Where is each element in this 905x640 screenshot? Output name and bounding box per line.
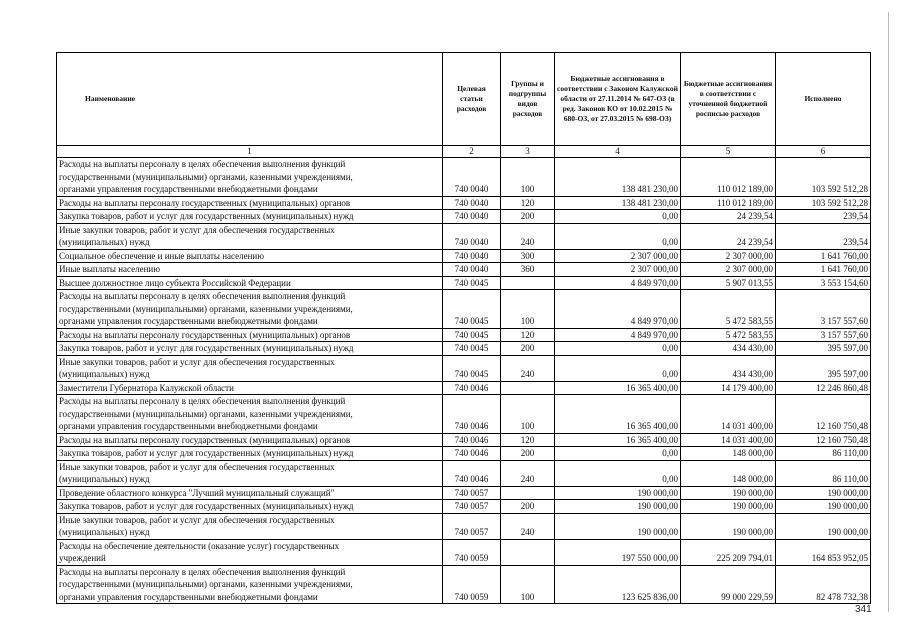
- header-assign-refined: Бюджетные ассигнования в соответствии с уточненной бюджетной росписью расходов: [681, 53, 776, 146]
- row-assign-refined: 24 239,54: [681, 210, 776, 224]
- row-target-code: 740 0040: [443, 249, 501, 263]
- row-name: Иные закупки товаров, работ и услуг для обеспечения государственных (муниципальных) нужд: [57, 460, 443, 486]
- column-number: 6: [776, 146, 871, 158]
- table-row: [57, 196, 871, 210]
- row-target-code: 740 0040: [443, 158, 501, 197]
- header-target: Целевая статьи расходов: [443, 53, 501, 146]
- table-row: [57, 486, 871, 500]
- row-executed: 3 157 557,60: [776, 328, 871, 342]
- row-target-code: 740 0045: [443, 276, 501, 290]
- row-executed: 164 853 952,05: [776, 539, 871, 565]
- table-row: [57, 500, 871, 514]
- table-row: [57, 433, 871, 447]
- row-name: Расходы на выплаты персоналу в целях обеспечения выполнения функций государственными (муниципальными) органами, казенными учреждениями, органами управления государственными внебюджетными фондами: [57, 395, 443, 434]
- page-edge-rule: [888, 12, 889, 612]
- row-assign-law: 16 365 400,00: [555, 395, 681, 434]
- table-row: [57, 290, 871, 329]
- row-executed: 12 160 750,48: [776, 433, 871, 447]
- row-group-code: 360: [501, 263, 555, 277]
- row-executed: 1 641 760,00: [776, 263, 871, 277]
- row-target-code: 740 0045: [443, 355, 501, 381]
- row-assign-law: 4 849 970,00: [555, 328, 681, 342]
- table-row: [57, 381, 871, 395]
- row-group-code: [501, 381, 555, 395]
- row-target-code: 740 0040: [443, 223, 501, 249]
- row-assign-law: 138 481 230,00: [555, 196, 681, 210]
- row-target-code: 740 0046: [443, 460, 501, 486]
- row-group-code: 240: [501, 223, 555, 249]
- row-name: Закупка товаров, работ и услуг для государственных (муниципальных) нужд: [57, 342, 443, 356]
- row-executed: 82 478 732,38: [776, 565, 871, 604]
- row-target-code: 740 0046: [443, 433, 501, 447]
- row-name: Высшее должностное лицо субъекта Российской Федерации: [57, 276, 443, 290]
- row-assign-law: 190 000,00: [555, 513, 681, 539]
- table-row: [57, 342, 871, 356]
- table-row: [57, 539, 871, 565]
- row-target-code: 740 0059: [443, 539, 501, 565]
- header-executed: Исполнено: [776, 53, 871, 146]
- row-assign-law: 16 365 400,00: [555, 381, 681, 395]
- row-group-code: 120: [501, 328, 555, 342]
- row-target-code: 740 0046: [443, 381, 501, 395]
- table-row: [57, 249, 871, 263]
- row-name: Иные закупки товаров, работ и услуг для обеспечения государственных (муниципальных) нужд: [57, 513, 443, 539]
- row-executed: 12 246 860,48: [776, 381, 871, 395]
- row-group-code: 100: [501, 158, 555, 197]
- row-group-code: [501, 539, 555, 565]
- row-target-code: 740 0046: [443, 447, 501, 461]
- row-assign-law: 4 849 970,00: [555, 290, 681, 329]
- row-name: Расходы на выплаты персоналу в целях обеспечения выполнения функций государственными (муниципальными) органами, казенными учреждениями, органами управления государственными внебюджетными фондами: [57, 290, 443, 329]
- column-number-row: [57, 146, 871, 158]
- row-group-code: 200: [501, 500, 555, 514]
- row-group-code: 200: [501, 210, 555, 224]
- row-executed: 12 160 750,48: [776, 395, 871, 434]
- row-group-code: 120: [501, 433, 555, 447]
- row-assign-law: 2 307 000,00: [555, 249, 681, 263]
- row-executed: 86 110,00: [776, 447, 871, 461]
- row-group-code: 100: [501, 395, 555, 434]
- row-name: Социальное обеспечение и иные выплаты населению: [57, 249, 443, 263]
- row-group-code: 200: [501, 342, 555, 356]
- page-number: 341: [855, 604, 872, 615]
- row-assign-refined: 190 000,00: [681, 500, 776, 514]
- budget-table: [56, 52, 871, 604]
- row-target-code: 740 0045: [443, 328, 501, 342]
- table-row: [57, 460, 871, 486]
- row-group-code: 240: [501, 355, 555, 381]
- row-assign-refined: 14 031 400,00: [681, 433, 776, 447]
- header-name: Наименование: [57, 53, 443, 146]
- row-target-code: 740 0045: [443, 290, 501, 329]
- row-assign-refined: 24 239,54: [681, 223, 776, 249]
- row-name: Иные выплаты населению: [57, 263, 443, 277]
- row-assign-law: 0,00: [555, 342, 681, 356]
- row-target-code: 740 0057: [443, 486, 501, 500]
- table-header-row: [57, 53, 871, 146]
- row-name: Иные закупки товаров, работ и услуг для обеспечения государственных (муниципальных) нужд: [57, 223, 443, 249]
- row-name: Расходы на обеспечение деятельности (оказание услуг) государственных учреждений: [57, 539, 443, 565]
- row-assign-refined: 5 472 583,55: [681, 290, 776, 329]
- table-row: [57, 355, 871, 381]
- row-assign-refined: 99 000 229,59: [681, 565, 776, 604]
- row-target-code: 740 0040: [443, 196, 501, 210]
- row-assign-refined: 225 209 794,01: [681, 539, 776, 565]
- row-assign-law: 0,00: [555, 460, 681, 486]
- row-executed: 239,54: [776, 210, 871, 224]
- row-assign-refined: 434 430,00: [681, 355, 776, 381]
- row-name: Закупка товаров, работ и услуг для государственных (муниципальных) нужд: [57, 447, 443, 461]
- row-assign-refined: 2 307 000,00: [681, 249, 776, 263]
- column-number: 3: [501, 146, 555, 158]
- row-assign-law: 0,00: [555, 210, 681, 224]
- row-group-code: 120: [501, 196, 555, 210]
- row-assign-law: 190 000,00: [555, 486, 681, 500]
- table-row: [57, 565, 871, 604]
- row-assign-law: 0,00: [555, 355, 681, 381]
- row-assign-refined: 5 472 583,55: [681, 328, 776, 342]
- row-name: Иные закупки товаров, работ и услуг для обеспечения государственных (муниципальных) нужд: [57, 355, 443, 381]
- table-row: [57, 276, 871, 290]
- row-assign-law: 0,00: [555, 223, 681, 249]
- row-assign-refined: 110 012 189,00: [681, 196, 776, 210]
- header-groups: Группы и подгруппы видов расходов: [501, 53, 555, 146]
- row-target-code: 740 0057: [443, 500, 501, 514]
- row-group-code: 240: [501, 460, 555, 486]
- table-row: [57, 513, 871, 539]
- row-assign-refined: 5 907 013,55: [681, 276, 776, 290]
- table-row: [57, 158, 871, 197]
- row-name: Закупка товаров, работ и услуг для государственных (муниципальных) нужд: [57, 500, 443, 514]
- row-name: Проведение областного конкурса "Лучший муниципальный служащий": [57, 486, 443, 500]
- row-assign-refined: 14 179 400,00: [681, 381, 776, 395]
- row-executed: 103 592 512,28: [776, 196, 871, 210]
- row-assign-refined: 190 000,00: [681, 486, 776, 500]
- row-assign-law: 197 550 000,00: [555, 539, 681, 565]
- row-executed: 190 000,00: [776, 486, 871, 500]
- table-row: [57, 223, 871, 249]
- row-assign-law: 16 365 400,00: [555, 433, 681, 447]
- row-target-code: 740 0057: [443, 513, 501, 539]
- row-assign-refined: 148 000,00: [681, 460, 776, 486]
- row-target-code: 740 0040: [443, 210, 501, 224]
- row-assign-refined: 190 000,00: [681, 513, 776, 539]
- column-number: 1: [57, 146, 443, 158]
- row-group-code: [501, 486, 555, 500]
- row-assign-law: 138 481 230,00: [555, 158, 681, 197]
- row-group-code: 100: [501, 565, 555, 604]
- row-group-code: 100: [501, 290, 555, 329]
- row-name: Расходы на выплаты персоналу государственных (муниципальных) органов: [57, 433, 443, 447]
- row-assign-law: 123 625 836,00: [555, 565, 681, 604]
- row-name: Закупка товаров, работ и услуг для государственных (муниципальных) нужд: [57, 210, 443, 224]
- row-assign-law: 2 307 000,00: [555, 263, 681, 277]
- row-assign-refined: 434 430,00: [681, 342, 776, 356]
- row-name: Расходы на выплаты персоналу государственных (муниципальных) органов: [57, 196, 443, 210]
- table-row: [57, 447, 871, 461]
- row-assign-law: 190 000,00: [555, 500, 681, 514]
- row-group-code: [501, 276, 555, 290]
- row-group-code: 240: [501, 513, 555, 539]
- row-assign-refined: 2 307 000,00: [681, 263, 776, 277]
- table-body: [57, 158, 871, 604]
- row-target-code: 740 0046: [443, 395, 501, 434]
- row-executed: 3 553 154,60: [776, 276, 871, 290]
- row-name: Расходы на выплаты персоналу в целях обеспечения выполнения функций государственными (муниципальными) органами, казенными учреждениями, органами управления государственными внебюджетными фондами: [57, 158, 443, 197]
- row-assign-law: 4 849 970,00: [555, 276, 681, 290]
- row-executed: 395 597,00: [776, 342, 871, 356]
- header-assign-law: Бюджетные ассигнования в соответствии с Законом Калужской области от 27.11.2014 № 647-ОЗ (в ред. Законов КО от 10.02.2015 № 680-ОЗ, от 27.03.2015 № 698-ОЗ): [555, 53, 681, 146]
- row-target-code: 740 0059: [443, 565, 501, 604]
- row-name: Расходы на выплаты персоналу государственных (муниципальных) органов: [57, 328, 443, 342]
- row-executed: 3 157 557,60: [776, 290, 871, 329]
- table-row: [57, 263, 871, 277]
- row-executed: 190 000,00: [776, 500, 871, 514]
- table-row: [57, 210, 871, 224]
- row-executed: 190 000,00: [776, 513, 871, 539]
- row-executed: 103 592 512,28: [776, 158, 871, 197]
- column-number: 5: [681, 146, 776, 158]
- row-assign-refined: 148 000,00: [681, 447, 776, 461]
- row-assign-refined: 110 012 189,00: [681, 158, 776, 197]
- row-name: Заместители Губернатора Калужской области: [57, 381, 443, 395]
- row-assign-law: 0,00: [555, 447, 681, 461]
- row-executed: 239,54: [776, 223, 871, 249]
- row-group-code: 200: [501, 447, 555, 461]
- row-group-code: 300: [501, 249, 555, 263]
- row-target-code: 740 0045: [443, 342, 501, 356]
- row-executed: 1 641 760,00: [776, 249, 871, 263]
- row-name: Расходы на выплаты персоналу в целях обеспечения выполнения функций государственными (муниципальными) органами, казенными учреждениями, органами управления государственными внебюджетными фондами: [57, 565, 443, 604]
- row-assign-refined: 14 031 400,00: [681, 395, 776, 434]
- row-executed: 86 110,00: [776, 460, 871, 486]
- column-number: 2: [443, 146, 501, 158]
- column-number: 4: [555, 146, 681, 158]
- row-executed: 395 597,00: [776, 355, 871, 381]
- row-target-code: 740 0040: [443, 263, 501, 277]
- table-row: [57, 328, 871, 342]
- table-row: [57, 395, 871, 434]
